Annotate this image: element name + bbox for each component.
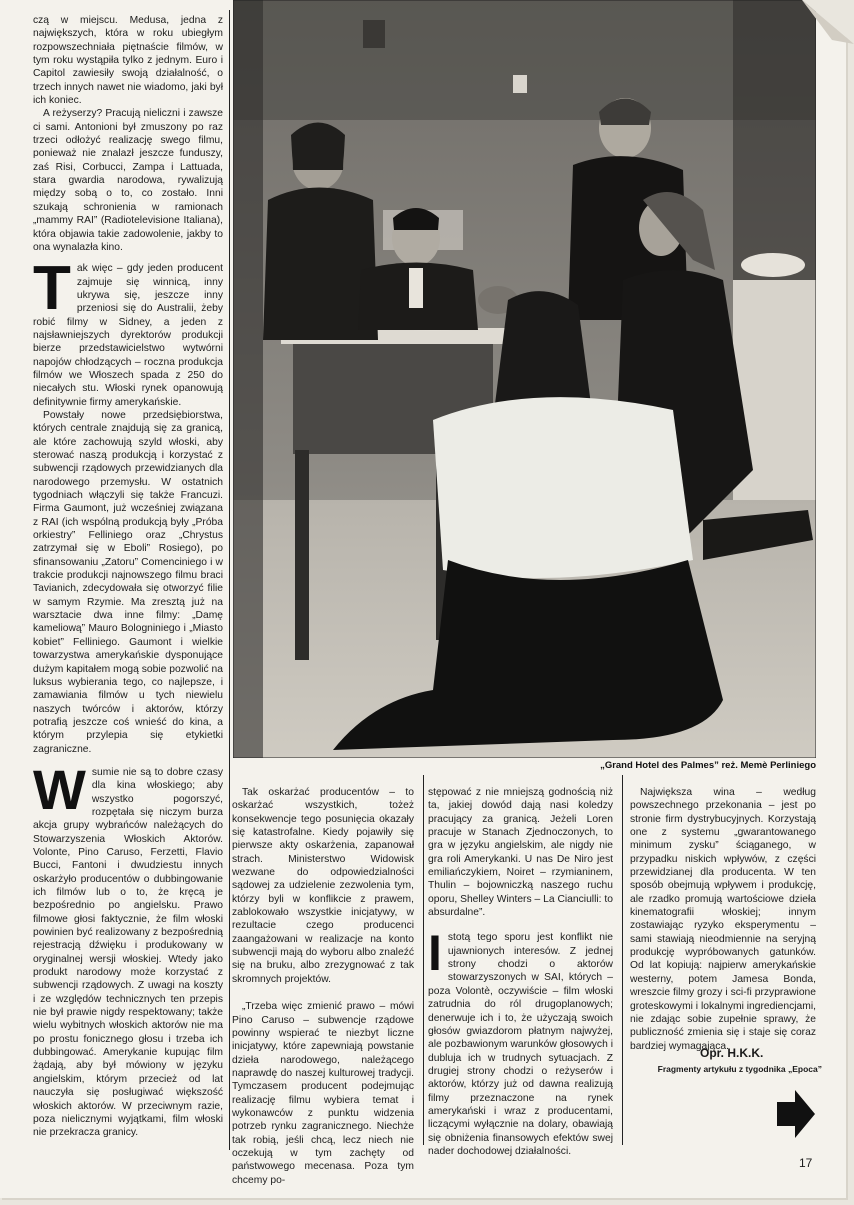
photo-caption: „Grand Hotel des Palmes” reż. Memè Perliniego	[600, 760, 816, 771]
paragraph: A reżyserzy? Pracują nieliczni i zawsze ci sami. Antonioni był zmuszony po raz trzeci odłożyć realizację swego filmu, ponieważ nie znalazł jeszcze funduszy, zaś Risi, Corbucci, Zampa i Lattuada, stara gwardia narodowa, rywalizują między sobą o to, co zostało. Inni szukają schronienia w ramionach „mammy RAI” (Radiotelevisione Italiana), która objawia takie zadowolenie, jakby to ona wynalazła kino.	[33, 108, 223, 253]
film-still-photo	[233, 0, 816, 758]
page-number: 17	[799, 1156, 813, 1170]
paragraph-text: sumie nie są to dobre czasy dla kina włoskiego; aby wszystko pogorszyć, rozpętała się niczym burza akcja grupy wybrańców należących do Stowarzyszenia Włoskich Aktorów. Volonte, Pino Caruso, Ferzetti, Flavio Bucci, Fantoni i dwudziestu innych oskarżyło producentów o dubbingowanie ich filmów lub o to, że kręcą je bezpośrednio po angielsku. Prawo filmowe głosi faktycznie, że film włoski powinien być realizowany z bezpośrednią rejestracją dźwięku i produkowany w oryginalnej wersji włoskiej. Wtedy jako produkt narodowy może korzystać z subwencji rządowych. Z uwagi na koszty i ze względów technicznych ten przepis nie był prawie nigdy respektowany; także wielu wybitnych włoskich aktorów nie ma po prostu fonicznego głosu i trzeba ich dubbingować. Amerykanie kupując film żądają, aby był mówiony w języku angielskim, którym przecież od lat nauczyła się posługiwać większość włoskich aktorów. W przeciwnym razie, poza nielicznymi wyjątkami, film włoski nie przekracza granicy.	[33, 766, 223, 1139]
drop-cap: W	[33, 757, 86, 821]
paragraph-dropcap-w	[33, 757, 223, 1140]
source-note: Fragmenty artykułu z tygodnika „Epoca”	[657, 1064, 822, 1074]
column-rule	[229, 10, 230, 1150]
paragraph-text: ak więc – gdy jeden producent zajmuje się winnicą, inny ukrywa się, jeszcze inny przeniosi się do Australii, żeby robić filmy w Sidney, a jeden z najsławniejszych dyrektorów produkcji bierze przedstawicielstwo wytwórni napojów chłodzących – roczna produkcja filmów we Włoszech spada z 250 do niecałych stu. Włoski rynek opanowują definitywnie firmy amerykańskie.	[33, 263, 223, 408]
paragraph: Powstały nowe przedsiębiorstwa, których centrale znajdują się za granicą, ale które zachowują szyld włoski, aby sterować naszą produkcją i korzystać z subwencji rządowych przewidzianych dla narodowego przemysłu. W ostatnich tygodniach włączyli się także Francuzi. Firma Gaumont, już wcześniej związana z RAI (ich wspólną produkcją były „Próba orkiestry” Felliniego oraz „Chrystus zatrzymał się w Eboli” Rosiego), po sfinansowaniu „Zatoru” Comenciniego i w trakcie produkcji najnowszego filmu braci Tavianich, zdecydowała się otworzyć filie w samym Rzymie. Ma zresztą już na warsztacie dwa inne filmy: „Damę kameliową” Mauro Bologniniego i „Miasto kobiet” Felliniego. Gaumont i wielkie towarzystwa amerykańskie dysponujące dużym kapitałem mogą sobie pozwolić na luksus wybierania tego, co najlepsze, i zamawiania filmów u tych niewielu naszych twórców i aktorów, którzy potrafią jeszcze coś wnieść do kina, a którym przylepia się etykietki zagraniczne.	[33, 409, 224, 755]
drop-cap: T	[33, 254, 71, 324]
photo-illustration	[233, 0, 816, 758]
column-rule	[622, 775, 623, 1145]
column-rule	[423, 775, 424, 1145]
paragraph: Największa wina – według powszechnego przekonania – jest po stronie firm dystrybucyjnych. Korzystają one z systemu „gwarantowanego minimum zysku” ściąganego, w przypadku niskich wpływów, z części przewidzianej dla producenta. W ten sposób obejmują wpływem i produkcję, ale rzadko promują wartościowe dzieła kinematografii włoskiej; innym zostawiając ryzyko eksperymentu – sami stawiają nieodmiennie na seryjną produkcję wypróbowanych gatunków. Od lat kopiują: najpierw amerykańskie westerny, potem Jamesa Bonda, wreszcie filmy grozy i sci-fi przyprawione groteskowymi i lokalnymi ingrediencjami, nie zdając sobie zupełnie sprawy, że publiczność zmienia się i staje się coraz bardziej wymagająca.	[630, 787, 816, 1052]
paragraph-dropcap-i	[428, 925, 613, 1158]
arrow-right-icon	[773, 1088, 817, 1140]
left-column	[33, 14, 223, 1140]
page-corner-fold	[802, 0, 854, 44]
paragraph-text: stotą tego sporu jest konflikt nie ujawnionych interesów. Z jednej strony chodzi o aktorów stowarzyszonych w SAI, których – poza Volontè, oczywiście – film włoski zatrudnia do ról drugoplanowych; denerwuje ich i to, że użyczają swoich głosów gwiazdorom płatnym najwyżej, ale pozbawionym warunków głosowych i dubluja ich w trudnych sytuacjach. Z drugiej strony chodzi o reżyserów i aktorów, którzy już od dawna realizują filmy przeznaczone na rynek amerykański i wraz z producentami, liczącymi wyłącznie na dolary, obawiają się obniżenia finansowych efektów swej nader dochodowej działalności.	[428, 932, 613, 1157]
paragraph: Tak oskarżać producentów – to oskarżać wszystkich, tożeż konsekwencje tego posunięcia okazały się katastrofalne. Kiedy pojawiły się pierwsze akty oskarżenia, zapanował strach. Ministerstwo Widowisk wezwane do odpowiedzialności sądowej za udzielenie zezwolenia tym, którzy byli w konflikcie z prawem, zablokowało wszystkie inicjatywy, w rezultacie czego producenci zaangażowani w realizacje na konto subwencji mają do wyboru albo znaleźć się na bruku, albo zrezygnować z tak skromnych projektów.	[232, 787, 414, 985]
column-4	[630, 786, 816, 1053]
paragraph-dropcap-t	[33, 254, 223, 409]
paragraph: „Trzeba więc zmienić prawo – mówi Pino Caruso – subwencje rządowe powinny wspierać te niezbyt liczne inicjatywy, które zapewniają powstanie dzieła narodowego, należącego naprawdę do naszej kulturowej tradycji. Tymczasem producent podejmując realizację filmu wybiera temat i wykonawców z punktu widzenia potrzeb rynku zagranicznego. Niechże tak robią, jeśli chcą, lecz niech nie oczekują w tym zachęty od państwowego mecenasa. Poza tym chcemy po-	[232, 1001, 414, 1186]
paragraph: stępować z nie mniejszą godnością niż ta, jakiej dowód dają nasi koledzy pracujący za granicą. Jeżeli Loren pracuje w Stanach Zjednoczonych, to gra w języku angielskim, ale nigdy nie gra roli Amerykanki. U nas De Niro jest emiliańczykiem, Noiret – rzymianinem, Thulin – bojowniczką naszego ruchu oporu, Shelley Winters – La Cianciulli: to absurdalne”.	[428, 787, 613, 919]
author-signature: Opr. H.K.K.	[700, 1046, 764, 1060]
column-3	[428, 786, 613, 1158]
drop-cap: I	[428, 925, 442, 982]
paragraph: czą w miejscu. Medusa, jedna z największych, która w roku ubiegłym rozpowszechniała piętnaście filmów, w tym roku wystąpiła tylko z jednym. Euro i Capitol zawiesiły swoją działalność, o trzech innych nawet nie wiadomo, jaki był ich koniec.	[33, 15, 223, 107]
column-2	[232, 786, 414, 1187]
